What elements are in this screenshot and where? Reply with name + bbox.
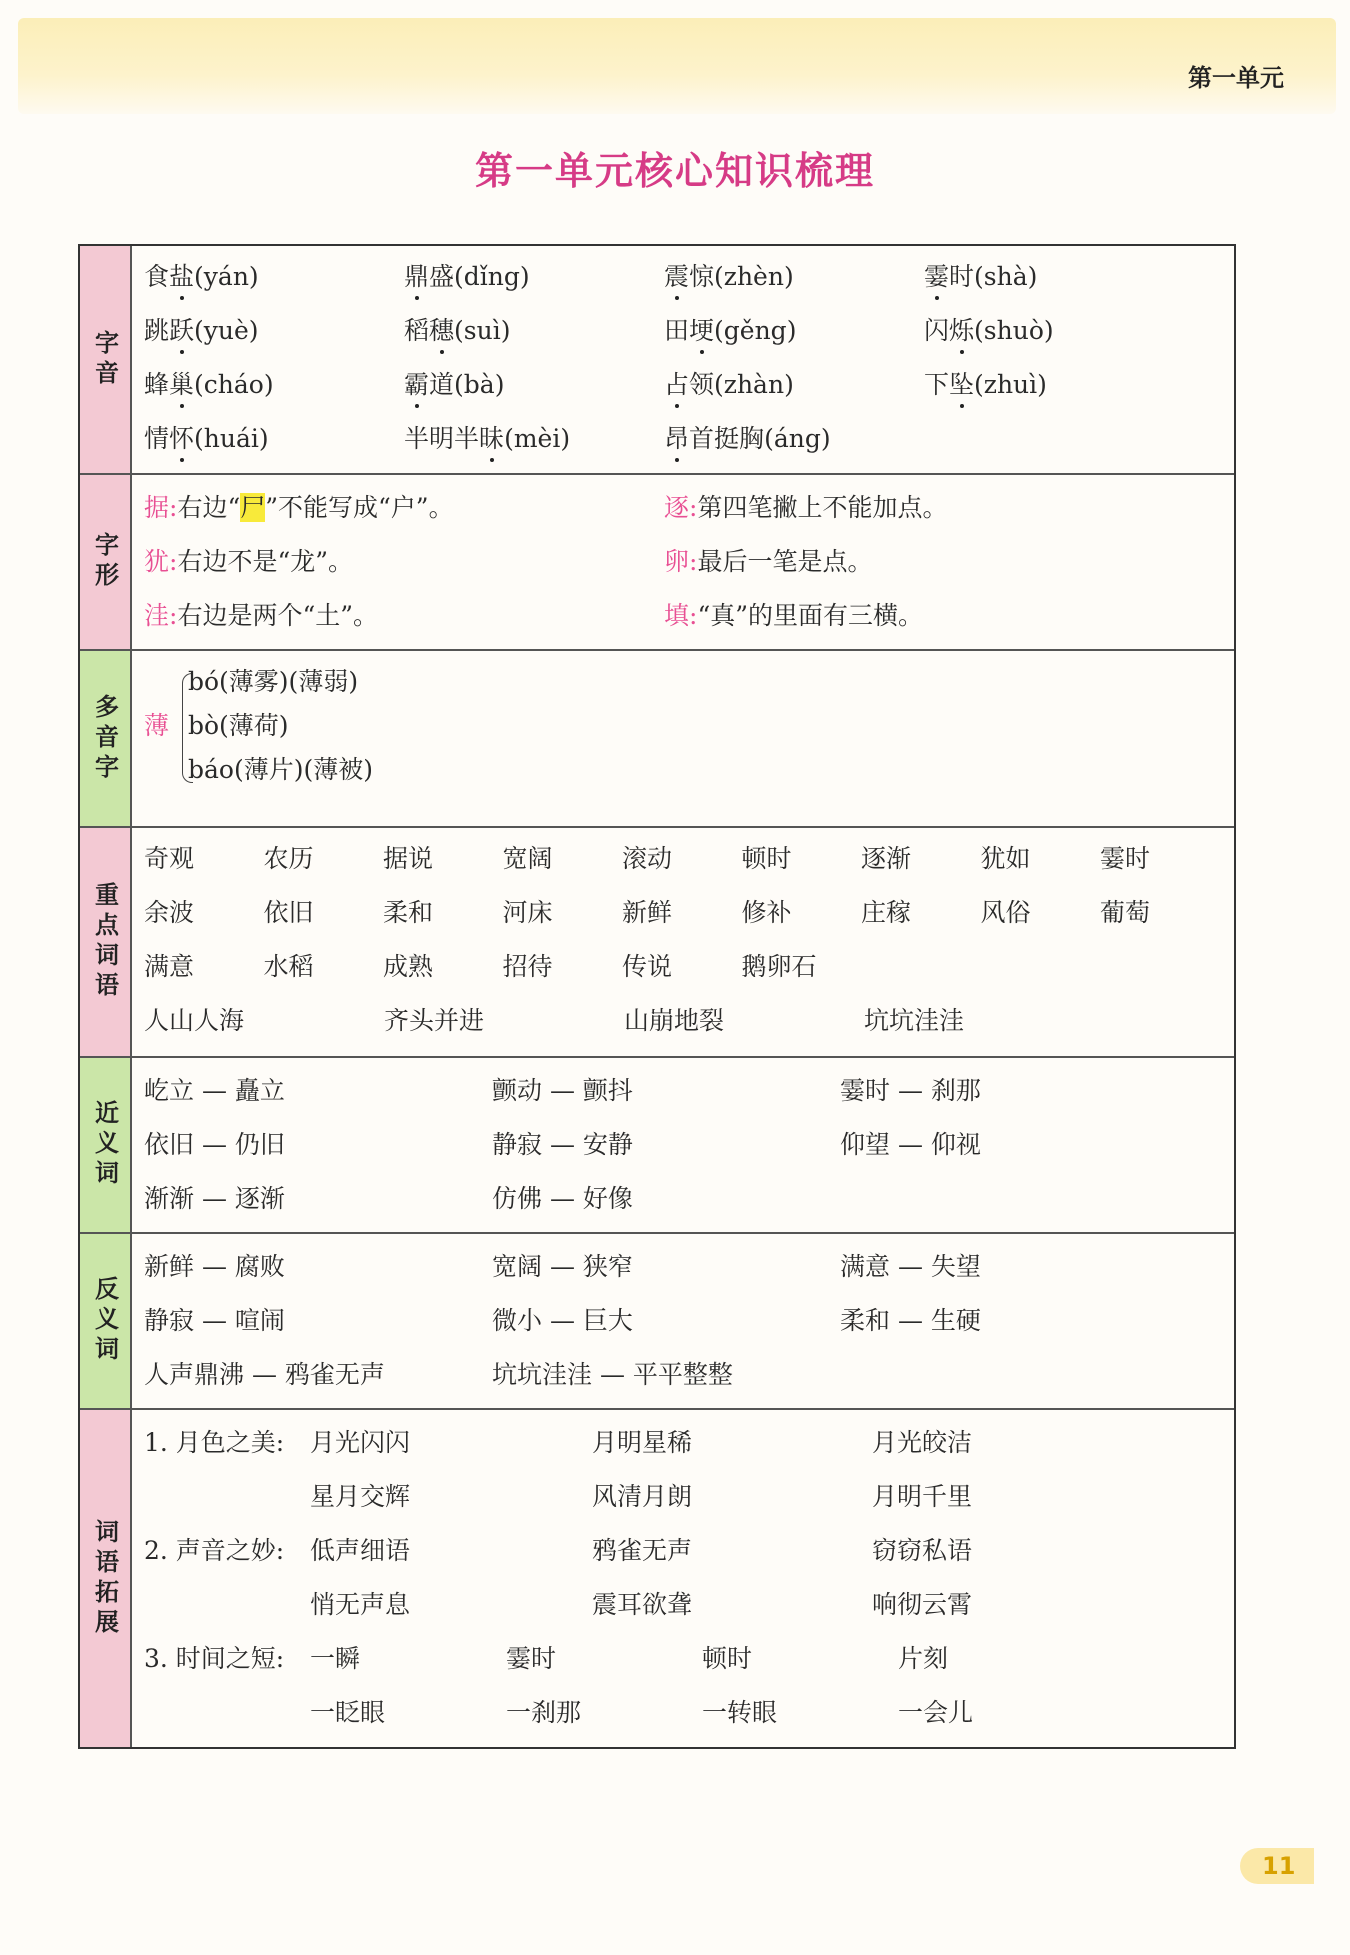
pronunciation-item: 半明半昧(mèi) bbox=[404, 424, 571, 453]
page-title: 第一单元核心知识梳理 bbox=[474, 149, 875, 193]
glyph-char: 犹: bbox=[144, 547, 178, 576]
pronunciation-item: 下坠(zhuì) bbox=[924, 370, 1047, 399]
pinyin: (mèi) bbox=[504, 424, 571, 453]
keyword: 犹如 bbox=[980, 844, 1031, 873]
pronunciation-item: 占领(zhàn) bbox=[664, 370, 794, 399]
pronunciation-item: 蜂巢(cháo) bbox=[144, 370, 274, 399]
knowledge-table bbox=[78, 244, 1236, 1749]
expansion-word: 片刻 bbox=[898, 1644, 949, 1673]
antonym-pair: 宽阔 — 狭窄 bbox=[492, 1252, 633, 1281]
keyword: 奇观 bbox=[144, 844, 195, 873]
pinyin: (zhàn) bbox=[714, 370, 794, 399]
keyword: 余波 bbox=[144, 898, 195, 927]
expansion-content bbox=[132, 1410, 1234, 1747]
pinyin: (suì) bbox=[454, 316, 511, 345]
pinyin: (shà) bbox=[974, 262, 1038, 291]
synonym-pair: 渐渐 — 逐渐 bbox=[144, 1184, 285, 1213]
keyword: 宽阔 bbox=[502, 844, 553, 873]
expansion-word: 震耳欲聋 bbox=[592, 1590, 693, 1619]
expansion-word: 月明星稀 bbox=[592, 1428, 693, 1457]
label-keywords: 重点词语 bbox=[80, 828, 132, 1056]
expansion-word: 响彻云霄 bbox=[872, 1590, 973, 1619]
synonym-pair: 静寂 — 安静 bbox=[492, 1130, 633, 1159]
pinyin: (áng) bbox=[764, 424, 831, 453]
keyword: 庄稼 bbox=[861, 898, 912, 927]
row-antonyms bbox=[80, 1234, 1234, 1410]
keyword: 满意 bbox=[144, 952, 195, 981]
idiom: 山崩地裂 bbox=[624, 1006, 725, 1035]
polyphone-content bbox=[132, 651, 1234, 826]
keyword: 招待 bbox=[502, 952, 553, 981]
antonym-pair: 人声鼎沸 — 鸦雀无声 bbox=[144, 1360, 385, 1389]
pronunciation-item: 食盐(yán) bbox=[144, 262, 259, 291]
synonym-pair: 颤动 — 颤抖 bbox=[492, 1076, 633, 1105]
synonyms-content bbox=[132, 1058, 1234, 1232]
row-expansion bbox=[80, 1410, 1234, 1747]
keywords-content bbox=[132, 828, 1234, 1056]
idiom: 人山人海 bbox=[144, 1006, 245, 1035]
keyword: 柔和 bbox=[383, 898, 434, 927]
pinyin: (bà) bbox=[454, 370, 505, 399]
glyph-char: 填: bbox=[664, 601, 698, 630]
page-number: 11 bbox=[1240, 1848, 1314, 1884]
expansion-word: 月明千里 bbox=[872, 1482, 973, 1511]
label-antonyms: 反义词 bbox=[80, 1234, 132, 1408]
keyword: 鹅卵石 bbox=[741, 952, 817, 981]
keyword: 新鲜 bbox=[622, 898, 673, 927]
idiom: 齐头并进 bbox=[384, 1006, 485, 1035]
pronunciation-item: 情怀(huái) bbox=[144, 424, 269, 453]
expansion-word: 一眨眼 bbox=[310, 1698, 386, 1727]
group-title: 2. 声音之妙: bbox=[144, 1536, 285, 1565]
label-polyphone: 多音字 bbox=[80, 651, 132, 826]
pronunciation-item: 霎时(shà) bbox=[924, 262, 1038, 291]
antonym-pair: 静寂 — 喧闹 bbox=[144, 1306, 285, 1335]
synonym-pair: 仿佛 — 好像 bbox=[492, 1184, 633, 1213]
keyword: 葡萄 bbox=[1100, 898, 1151, 927]
expansion-word: 星月交辉 bbox=[310, 1482, 411, 1511]
group-title: 1. 月色之美: bbox=[144, 1428, 285, 1457]
antonym-pair: 坑坑洼洼 — 平平整整 bbox=[492, 1360, 733, 1389]
reading-3: báo(薄片)(薄被) bbox=[188, 755, 373, 784]
keyword: 逐渐 bbox=[861, 844, 912, 873]
synonym-pair: 霎时 — 刹那 bbox=[840, 1076, 981, 1105]
glyph-item: 卵:最后一笔是点。 bbox=[664, 547, 873, 576]
row-synonyms bbox=[80, 1058, 1234, 1234]
unit-label: 第一单元 bbox=[1188, 64, 1284, 92]
expansion-word: 鸦雀无声 bbox=[592, 1536, 693, 1565]
pinyin: (shuò) bbox=[974, 316, 1054, 345]
synonym-pair: 仰望 — 仰视 bbox=[840, 1130, 981, 1159]
expansion-word: 悄无声息 bbox=[310, 1590, 411, 1619]
pronunciation-item: 闪烁(shuò) bbox=[924, 316, 1054, 345]
keyword: 成熟 bbox=[383, 952, 434, 981]
keyword: 据说 bbox=[383, 844, 434, 873]
group-title: 3. 时间之短: bbox=[144, 1644, 285, 1673]
glyph-item: 填:“真”的里面有三横。 bbox=[664, 601, 923, 630]
glyph-item: 据:右边“尸”不能写成“户”。 bbox=[144, 493, 454, 522]
label-synonyms: 近义词 bbox=[80, 1058, 132, 1232]
pinyin: (yuè) bbox=[194, 316, 259, 345]
antonyms-content bbox=[132, 1234, 1234, 1408]
synonym-pair: 依旧 — 仍旧 bbox=[144, 1130, 285, 1159]
row-keywords bbox=[80, 828, 1234, 1058]
expansion-word: 月光皎洁 bbox=[872, 1428, 973, 1457]
pronunciation-item: 霸道(bà) bbox=[404, 370, 505, 399]
pronunciation-item: 震惊(zhèn) bbox=[664, 262, 794, 291]
keyword: 修补 bbox=[741, 898, 792, 927]
keyword: 农历 bbox=[263, 844, 314, 873]
expansion-word: 窃窃私语 bbox=[872, 1536, 973, 1565]
keyword: 传说 bbox=[622, 952, 673, 981]
keyword: 河床 bbox=[502, 898, 553, 927]
glyph-item: 犹:右边不是“龙”。 bbox=[144, 547, 353, 576]
expansion-word: 一刹那 bbox=[506, 1698, 582, 1727]
polyphone-char: 薄 bbox=[144, 711, 170, 740]
pronunciation-item: 稻穗(suì) bbox=[404, 316, 511, 345]
antonym-pair: 微小 — 巨大 bbox=[492, 1306, 633, 1335]
pinyin: (dǐng) bbox=[454, 262, 530, 291]
row-glyph bbox=[80, 475, 1234, 651]
header-band bbox=[18, 18, 1336, 114]
pronunciation-item: 昂首挺胸(áng) bbox=[664, 424, 831, 453]
pinyin: (zhèn) bbox=[714, 262, 794, 291]
keyword: 顿时 bbox=[741, 844, 792, 873]
glyph-char: 逐: bbox=[664, 493, 698, 522]
synonym-pair: 屹立 — 矗立 bbox=[144, 1076, 285, 1105]
glyph-char: 洼: bbox=[144, 601, 178, 630]
keyword: 霎时 bbox=[1100, 844, 1151, 873]
expansion-word: 霎时 bbox=[506, 1644, 557, 1673]
reading-1: bó(薄雾)(薄弱) bbox=[188, 667, 359, 696]
pinyin: (gěng) bbox=[714, 316, 797, 345]
highlight-char: 尸 bbox=[240, 493, 266, 522]
expansion-word: 低声细语 bbox=[310, 1536, 411, 1565]
row-pronunciation bbox=[80, 246, 1234, 475]
keyword: 风俗 bbox=[980, 898, 1031, 927]
pinyin: (yán) bbox=[194, 262, 259, 291]
expansion-word: 一瞬 bbox=[310, 1644, 361, 1673]
keyword: 依旧 bbox=[263, 898, 314, 927]
expansion-word: 顿时 bbox=[702, 1644, 753, 1673]
label-expansion: 词语拓展 bbox=[80, 1410, 132, 1747]
idiom: 坑坑洼洼 bbox=[864, 1006, 965, 1035]
pinyin: (cháo) bbox=[194, 370, 274, 399]
pronunciation-item: 田埂(gěng) bbox=[664, 316, 797, 345]
expansion-word: 风清月朗 bbox=[592, 1482, 693, 1511]
pronunciation-content bbox=[132, 246, 1234, 473]
pronunciation-item: 鼎盛(dǐng) bbox=[404, 262, 530, 291]
expansion-word: 一会儿 bbox=[898, 1698, 974, 1727]
keyword: 水稻 bbox=[263, 952, 314, 981]
glyph-char: 据: bbox=[144, 493, 178, 522]
antonym-pair: 新鲜 — 腐败 bbox=[144, 1252, 285, 1281]
label-pronunciation: 字音 bbox=[80, 246, 132, 473]
row-polyphone bbox=[80, 651, 1234, 828]
pinyin: (huái) bbox=[194, 424, 269, 453]
glyph-content bbox=[132, 475, 1234, 649]
keyword: 滚动 bbox=[622, 844, 673, 873]
reading-2: bò(薄荷) bbox=[188, 711, 289, 740]
glyph-item: 逐:第四笔撇上不能加点。 bbox=[664, 493, 948, 522]
expansion-word: 一转眼 bbox=[702, 1698, 778, 1727]
glyph-item: 洼:右边是两个“土”。 bbox=[144, 601, 378, 630]
antonym-pair: 满意 — 失望 bbox=[840, 1252, 981, 1281]
expansion-word: 月光闪闪 bbox=[310, 1428, 411, 1457]
pinyin: (zhuì) bbox=[974, 370, 1047, 399]
label-glyph: 字形 bbox=[80, 475, 132, 649]
antonym-pair: 柔和 — 生硬 bbox=[840, 1306, 981, 1335]
glyph-char: 卵: bbox=[664, 547, 698, 576]
pronunciation-item: 跳跃(yuè) bbox=[144, 316, 259, 345]
